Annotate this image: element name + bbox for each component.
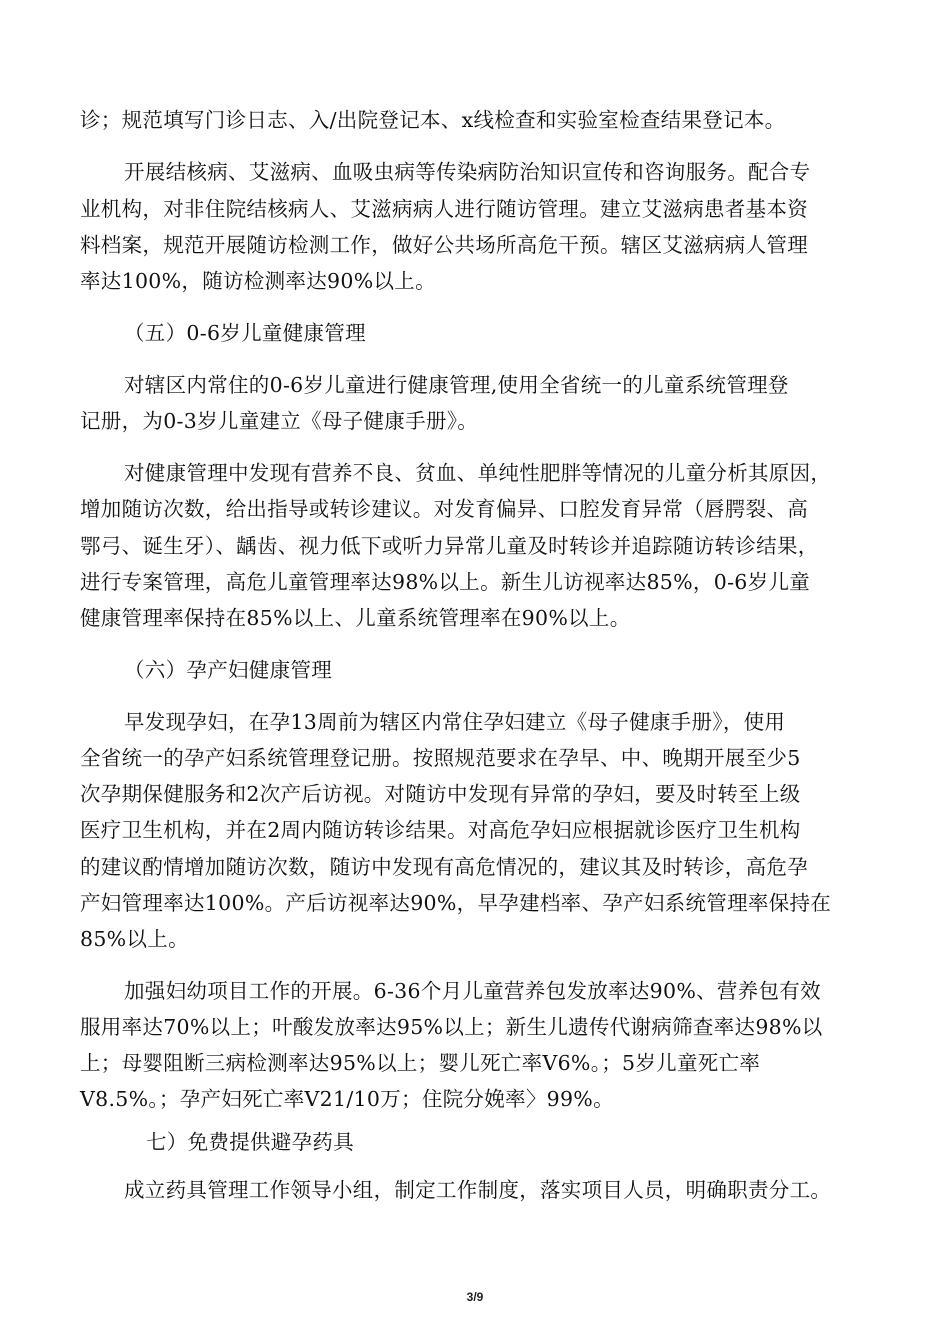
text-line: 医疗卫生机构，并在2周内随访转诊结果。对高危孕妇应根据就诊医疗卫生机构 [80,818,801,842]
text-line: 率达100%，随访检测率达90%以上。 [80,269,436,293]
text-line: 健康管理率保持在85%以上、儿童系统管理率在90%以上。 [80,606,631,630]
text-line: 业机构，对非住院结核病人、艾滋病病人进行随访管理。建立艾滋病患者基本资 [80,197,808,221]
section-heading: （六）孕产妇健康管理 [124,658,332,682]
text-line: 上；母婴阻断三病检测率达95%以上；婴儿死亡率V6%。；5岁儿童死亡率 [80,1051,761,1075]
text-line: 产妇管理率达100%。产后访视率达90%，早孕建档率、孕产妇系统管理率保持在 [80,891,832,915]
page-number: 3/9 [466,1290,484,1304]
text-line: 服用率达70%以上；叶酸发放率达95%以上；新生儿遗传代谢病筛查率达98%以 [80,1015,823,1039]
text-line: 增加随访次数，给出指导或转诊建议。对发育偏异、口腔发育异常（唇腭裂、高 [80,497,808,521]
paragraph-first-line: 早发现孕妇，在孕13周前为辖区内常住孕妇建立《母子健康手册》，使用 [124,710,786,734]
section-heading: （五）0-6岁儿童健康管理 [124,321,366,345]
section-heading: 七）免费提供避孕药具 [146,1130,354,1154]
text-line: 鄂弓、诞生牙）、龋齿、视力低下或听力异常儿童及时转诊并追踪随访转诊结果， [80,534,819,558]
paragraph-first-line: 成立药具管理工作领导小组，制定工作制度，落实项目人员，明确职责分工。 [124,1178,832,1202]
text-line: 料档案，规范开展随访检测工作，做好公共场所高危干预。辖区艾滋病病人管理 [80,233,808,257]
text-line: 进行专案管理，高危儿童管理率达98%以上。新生儿访视率达85%，0-6岁儿童 [80,570,811,594]
text-line: V8.5%。；孕产妇死亡率V21/10万；住院分娩率〉99%。 [80,1087,614,1111]
text-line: 记册，为0-3岁儿童建立《母子健康手册》。 [80,409,479,433]
text-line: 的建议酌情增加随访次数，随访中发现有高危情况的，建议其及时转诊，高危孕 [80,855,808,879]
text-line: 85%以上。 [80,927,189,951]
paragraph-first-line: 对辖区内常住的0-6岁儿童进行健康管理,使用全省统一的儿童系统管理登 [124,373,789,397]
text-line: 全省统一的孕产妇系统管理登记册。按照规范要求在孕早、中、晚期开展至少5 [80,746,801,770]
paragraph-first-line: 对健康管理中发现有营养不良、贫血、单纯性肥胖等情况的儿童分析其原因， [124,461,832,485]
text-line: 次孕期保健服务和2次产后访视。对随访中发现有异常的孕妇，要及时转至上级 [80,782,801,806]
text-line: 诊；规范填写门诊日志、入/出院登记本、x线检查和实验室检查结果登记本。 [80,108,786,132]
paragraph-first-line: 加强妇幼项目工作的开展。6-36个月儿童营养包发放率达90%、营养包有效 [124,979,821,1003]
paragraph-first-line: 开展结核病、艾滋病、血吸虫病等传染病防治知识宣传和咨询服务。配合专 [124,160,811,184]
